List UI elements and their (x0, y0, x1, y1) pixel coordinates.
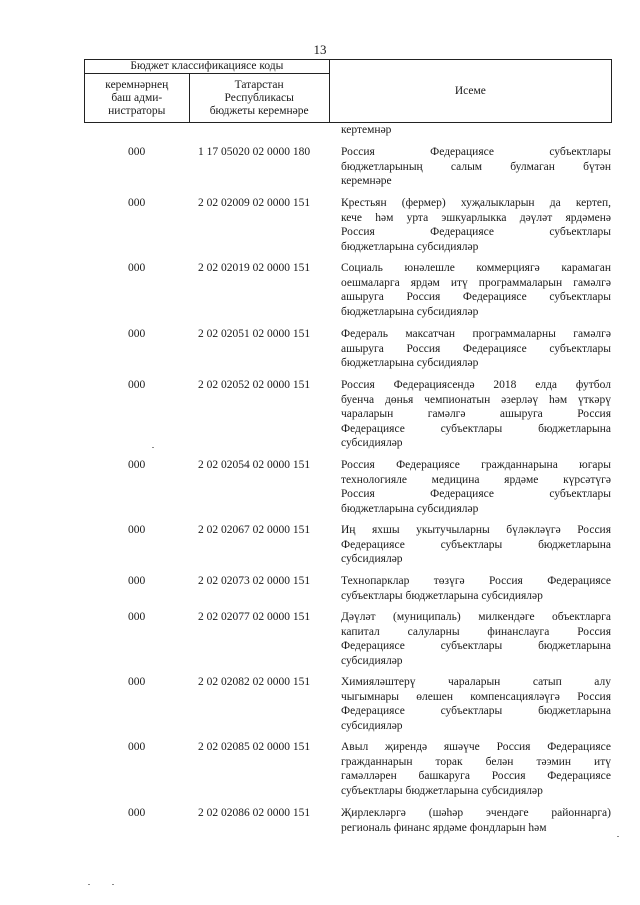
revenue-name-line: гражданнарын торак белән тәэмин итү (341, 755, 611, 768)
admin-code: 000 (128, 676, 146, 688)
budget-code: 2 02 02067 02 0000 151 (198, 524, 311, 536)
budget-code: 2 02 02073 02 0000 151 (198, 575, 311, 587)
revenue-name-line: Җирлекләргә (шәһәр эчендәге районнарга) (341, 807, 611, 819)
revenue-name-line: бюджетларына субсидияләр (341, 502, 479, 515)
revenue-name (341, 196, 611, 254)
admin-code: 000 (128, 459, 146, 471)
revenue-name-line: Россия Федерациясе субъектлары (341, 226, 611, 239)
scan-speck (112, 884, 114, 885)
revenue-name-line: бюджетларына субсидияләр (341, 240, 479, 253)
revenue-name-line: региональ финанс ярдәме фондларын һәм (341, 821, 547, 834)
revenue-name-line: Россия Федерациясе субъектлары (341, 488, 611, 501)
revenue-name-line: Социаль юнәлешле коммерциягә карамаган (341, 262, 611, 274)
revenue-name (341, 574, 611, 603)
revenue-name-line: субсидияләр (341, 719, 403, 732)
revenue-name (341, 675, 611, 733)
revenue-name-line: субсидияләр (341, 654, 403, 667)
revenue-name-line: Федераль максатчан программаларны гамәлгә (341, 328, 611, 340)
admin-code: 000 (128, 328, 146, 340)
header-budget-column (189, 74, 329, 123)
revenue-name (341, 523, 611, 567)
revenue-name-line: ашыруга Россия Федерациясе субъектлары (341, 291, 611, 304)
revenue-name-line: Федерациясе субъектлары бюджетларына (341, 705, 611, 718)
revenue-name (341, 327, 611, 371)
admin-code: 000 (128, 741, 146, 753)
continuation-text: кертемнәр (341, 124, 392, 136)
revenue-name-line: субсидияләр (341, 437, 403, 450)
revenue-name-line: чыгымнары өлешен компенсацияләүгә Россия (341, 690, 611, 703)
header-admin-column (85, 74, 190, 123)
admin-code: 000 (128, 575, 146, 587)
revenue-name (341, 458, 611, 516)
revenue-name-line: технологияле медицина ярдәме күрсәтүгә (341, 473, 611, 486)
revenue-name-line: Федерациясе субъектлары бюджетларына (341, 640, 611, 653)
revenue-name (341, 610, 611, 668)
revenue-name (341, 145, 611, 189)
revenue-name-line: Крестьян (фермер) хуҗалыкларын да кертеп, (341, 197, 611, 209)
scan-speck (617, 836, 619, 837)
revenue-name-line: капитал салуларны финанслауга Россия (341, 625, 611, 638)
budget-classification-header (84, 59, 612, 123)
revenue-name-line: керемнәре (341, 175, 392, 188)
budget-code: 1 17 05020 02 0000 180 (198, 146, 311, 158)
revenue-name-line: кече һәм урта эшкуарлыкка дәүләт ярдәменә (341, 211, 611, 224)
revenue-name-line: чараларын гамәлгә ашыруга Россия (341, 408, 611, 421)
revenue-name-line: Технопарклар төзүгә Россия Федерациясе (341, 575, 611, 587)
budget-code: 2 02 02077 02 0000 151 (198, 611, 311, 623)
budget-code: 2 02 02086 02 0000 151 (198, 807, 311, 819)
admin-code: 000 (128, 146, 146, 158)
revenue-name (341, 378, 611, 451)
admin-code: 000 (128, 379, 146, 391)
revenue-name-line: бюджетларына субсидияләр (341, 305, 479, 318)
budget-code: 2 02 02019 02 0000 151 (198, 262, 311, 274)
revenue-name-line: Россия Федерациясе гражданнарына югары (341, 459, 611, 471)
header-admin-line: керемнәрнең (105, 78, 169, 91)
budget-code: 2 02 02082 02 0000 151 (198, 676, 311, 688)
header-budget-line: Татарстан (234, 78, 284, 91)
revenue-name-line: оешмаларга ярдәм итү программаларын гамәлгә (341, 276, 611, 289)
revenue-name-line: Авыл җирендә яшәүче Россия Федерациясе (341, 741, 611, 753)
revenue-name-line: Иң яхшы укытучыларны бүләкләүгә Россия (341, 524, 611, 536)
revenue-name-line: субсидияләр (341, 553, 403, 566)
admin-code: 000 (128, 524, 146, 536)
revenue-name-line: субъектлары бюджетларына субсидияләр (341, 784, 543, 797)
budget-code: 2 02 02051 02 0000 151 (198, 328, 311, 340)
header-budget-line: Республикасы (224, 91, 294, 104)
revenue-name-line: Россия Федерациясе субъектлары (341, 146, 611, 158)
header-group-title: Бюджет классификациясе коды (85, 60, 330, 74)
scan-speck (88, 884, 90, 885)
admin-code: 000 (128, 197, 146, 209)
budget-code: 2 02 02052 02 0000 151 (198, 379, 311, 391)
revenue-name (341, 806, 611, 835)
revenue-name-line: гамәлләрен башкаруга Россия Федерациясе (341, 770, 611, 783)
revenue-name-line: буенча дөнья чемпионатын әзерләү һәм үткәрү (341, 393, 611, 406)
budget-code: 2 02 02009 02 0000 151 (198, 197, 311, 209)
page-number: 13 (313, 42, 327, 57)
budget-code: 2 02 02054 02 0000 151 (198, 459, 311, 471)
admin-code: 000 (128, 807, 146, 819)
header-admin-line: нистраторы (108, 104, 166, 117)
header-admin-line: баш адми- (111, 91, 163, 104)
revenue-name (341, 261, 611, 319)
admin-code: 000 (128, 262, 146, 274)
revenue-name-line: Дәүләт (муниципаль) милкендәге объектларга (341, 611, 611, 623)
budget-code: 2 02 02085 02 0000 151 (198, 741, 311, 753)
revenue-name-line: ашыруга Россия Федерациясе субъектлары (341, 342, 611, 355)
revenue-name-line: Федерациясе субъектлары бюджетларына (341, 538, 611, 551)
header-name-column: Исеме (329, 60, 611, 123)
revenue-name (341, 740, 611, 798)
header-budget-line: бюджеты керемнәре (209, 104, 309, 117)
revenue-name-line: субъектлары бюджетларына субсидияләр (341, 589, 543, 602)
revenue-name-line: Россия Федерациясендә 2018 елда футбол (341, 379, 611, 391)
scan-speck (152, 447, 154, 448)
revenue-name-line: Химияләштерү чараларын сатып алу (341, 676, 611, 688)
revenue-name-line: бюджетларының салым булмаган бүтән (341, 160, 611, 173)
revenue-name-line: бюджетларына субсидияләр (341, 357, 479, 370)
revenue-name-line: Федерациясе субъектлары бюджетларына (341, 422, 611, 435)
admin-code: 000 (128, 611, 146, 623)
